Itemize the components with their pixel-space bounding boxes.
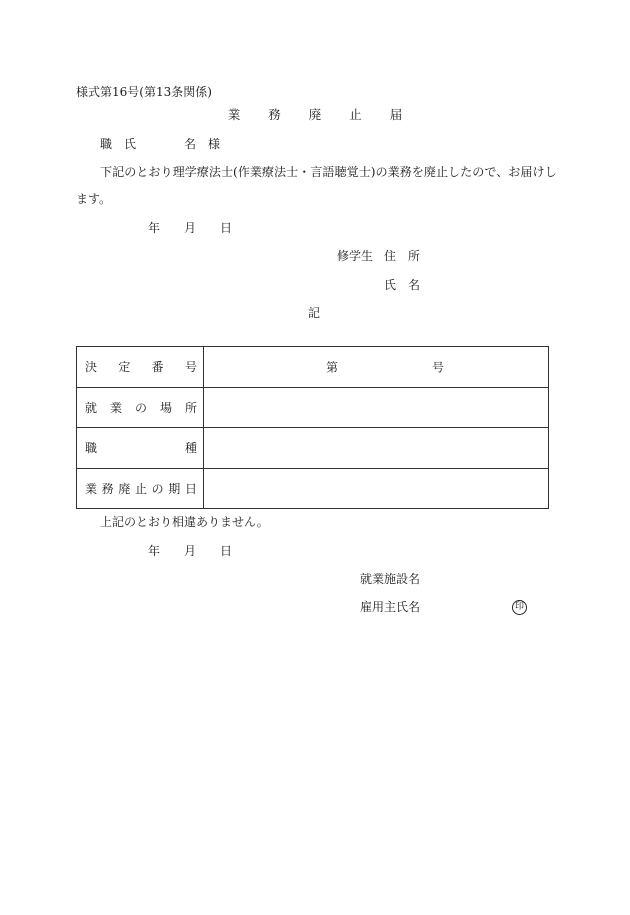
number-suffix: 号 [432, 360, 445, 375]
abolition-date-label [77, 468, 204, 509]
date-month-label: 月 [184, 221, 197, 235]
label-char: 号 [184, 360, 197, 375]
confirmation-text: 上記のとおり相違ありません。 [100, 515, 269, 529]
addressee-name-label2: 名 [184, 137, 197, 151]
body-line-1: 下記のとおり理学療法士(作業療法士・言語聴覚士)の業務を廃止したので、お届けし [100, 165, 557, 179]
decision-number-value[interactable] [204, 347, 549, 388]
label-char: 業 [85, 481, 98, 496]
label-char: の [134, 400, 147, 415]
occupation-value[interactable] [204, 428, 549, 469]
trainee-label: 修学生 [337, 249, 374, 263]
label-char: 務 [101, 481, 114, 496]
workplace-label [77, 387, 204, 428]
title-char: 務 [268, 107, 281, 122]
workplace-value[interactable] [204, 387, 549, 428]
title-char: 止 [349, 107, 362, 122]
title-char: 廃 [308, 107, 322, 122]
date-month-label: 月 [184, 544, 197, 558]
body-line-2: ます。 [76, 192, 112, 206]
label-char: 定 [118, 360, 131, 375]
addressee-honorific: 様 [208, 137, 221, 151]
title-char: 届 [389, 107, 403, 122]
applicant-name-label-1: 氏 [384, 278, 397, 292]
table-row [77, 347, 549, 388]
label-char: の [151, 481, 164, 496]
label-char: 所 [184, 400, 197, 415]
ki-heading: 記 [308, 306, 321, 320]
label-char: 決 [85, 360, 98, 375]
addressee-prefix: 職 [100, 137, 113, 151]
abolition-date-value[interactable] [204, 468, 549, 509]
document-title [0, 109, 630, 122]
seal-icon: 印 [512, 600, 527, 615]
label-char: 止 [134, 481, 147, 496]
table-row [77, 468, 549, 509]
label-char: 番 [151, 360, 164, 375]
label-char: 就 [85, 400, 98, 415]
applicant-name-label-2: 名 [408, 278, 421, 292]
date-year-label: 年 [148, 221, 161, 235]
address-label-1: 住 [384, 249, 397, 263]
facility-name-label: 就業施設名 [360, 572, 421, 586]
table-row [77, 428, 549, 469]
label-char: 廃 [118, 481, 131, 496]
employer-name-label: 雇用主氏名 [360, 600, 421, 614]
label-char: 場 [159, 400, 172, 415]
date-year-label: 年 [148, 544, 161, 558]
date-day-label: 日 [220, 544, 233, 558]
label-char: 種 [184, 441, 197, 456]
decision-number-label [77, 347, 204, 388]
addressee-name-label: 氏 [124, 137, 137, 151]
occupation-label [77, 428, 204, 469]
label-char: 期 [168, 481, 181, 496]
label-char: 日 [184, 481, 197, 496]
date-day-label: 日 [220, 221, 233, 235]
title-char: 業 [227, 107, 241, 122]
table-row [77, 387, 549, 428]
address-label-2: 所 [408, 249, 421, 263]
number-prefix: 第 [326, 360, 339, 375]
details-table [76, 346, 549, 509]
label-char: 業 [109, 400, 122, 415]
label-char: 職 [85, 441, 98, 456]
form-number: 様式第16号(第13条関係) [76, 85, 212, 99]
